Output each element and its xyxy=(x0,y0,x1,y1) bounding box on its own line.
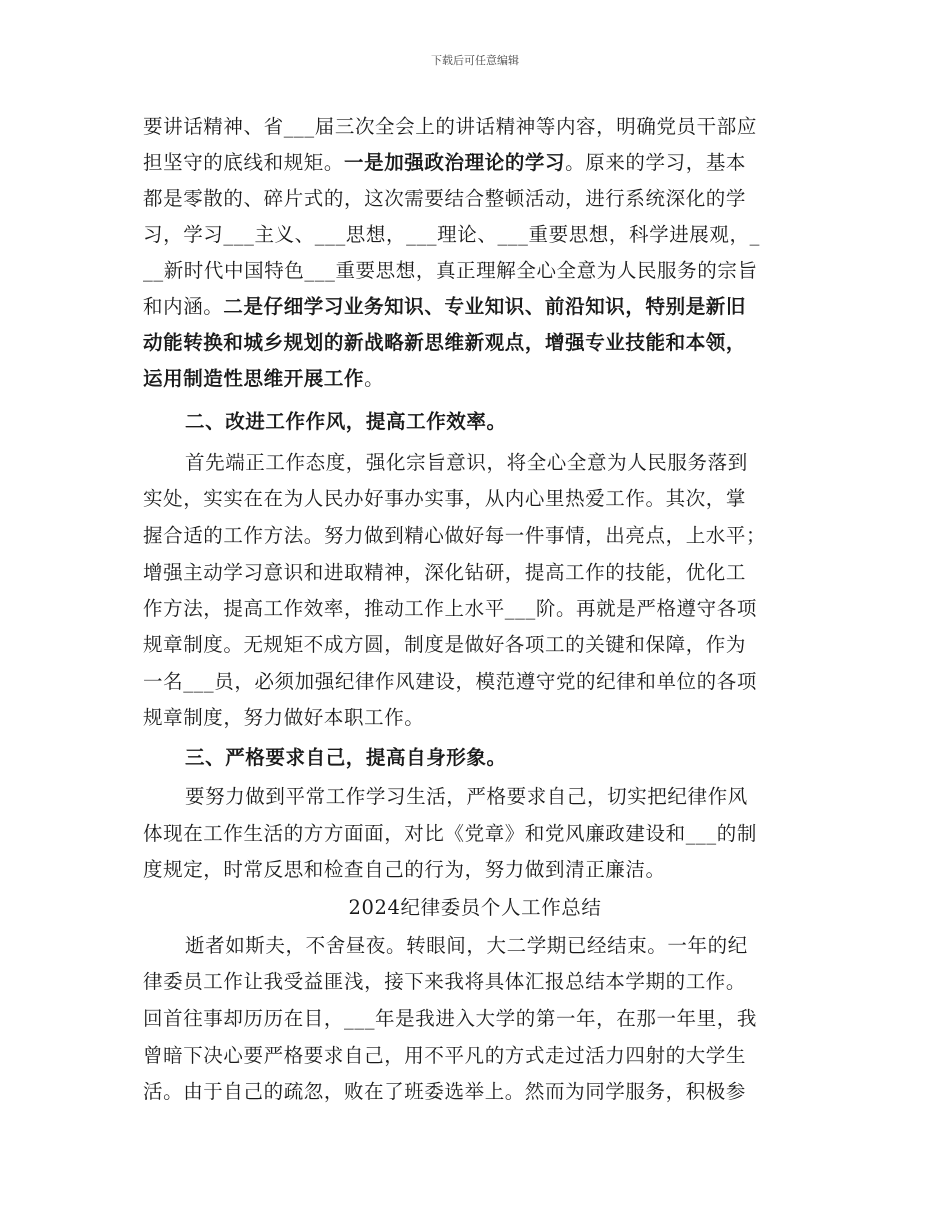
text-line: 度规定，时常反思和检查自己的行为，努力做到清正廉洁。 xyxy=(143,858,666,881)
text-line: 首先端正工作态度，强化宗旨意识，将全心全意为人民服务落到 xyxy=(185,451,748,474)
text-line: 习，学习___主义、___思想，___理论、___重要思想，科学进展观，_ xyxy=(143,223,760,246)
page-header: 下载后可任意编辑 xyxy=(431,54,519,67)
text-line: 都是零散的、碎片式的，这次需要结合整顿活动，进行系统深化的学 xyxy=(143,187,747,210)
text-line: 要讲话精神、省___届三次全会上的讲话精神等内容，明确党员干部应 xyxy=(143,115,757,138)
section-heading: 二、改进工作作风，提高工作效率。 xyxy=(185,410,507,433)
text-line: 和内涵。二是仔细学习业务知识、专业知识、前沿知识，特别是新旧 xyxy=(143,295,747,318)
text-line: 回首往事却历历在目，___年是我进入大学的第一年，在那一年里，我 xyxy=(143,1007,757,1030)
text-line: 要努力做到平常工作学习生活，严格要求自己，切实把纪律作风 xyxy=(185,785,748,808)
text-line: 担坚守的底线和规矩。一是加强政治理论的学习。原来的学习，基本 xyxy=(143,151,747,174)
text-line: 实处，实实在在为人民办好事办实事，从内心里热爱工作。其次，掌 xyxy=(143,487,747,510)
text-line: 曾暗下决心要严格要求自己，用不平凡的方式走过活力四射的大学生 xyxy=(143,1044,747,1067)
text-line: 握合适的工作方法。努力做到精心做好每一件事情，出亮点，上水平； xyxy=(143,524,767,547)
text-line: 活。由于自己的疏忽，败在了班委选举上。然而为同学服务，积极参 xyxy=(143,1080,747,1103)
text-line: 体现在工作生活的方方面面，对比《党章》和党风廉政建设和___的制 xyxy=(143,822,757,845)
text-line: 逝者如斯夫，不舍昼夜。转眼间，大二学期已经结束。一年的纪 xyxy=(185,934,748,957)
text-line: 规章制度。无规矩不成方圆，制度是做好各项工的关键和保障，作为 xyxy=(143,633,747,656)
section-heading: 三、严格要求自己，提高自身形象。 xyxy=(185,746,507,769)
text-line: 一名___员，必须加强纪律作风建设，模范遵守党的纪律和单位的各项 xyxy=(143,670,757,693)
text-line: 增强主动学习意识和进取精神，深化钻研，提高工作的技能，优化工 xyxy=(143,561,747,584)
text-line: __新时代中国特色___重要思想，真正理解全心全意为人民服务的宗旨 xyxy=(143,259,758,282)
text-line: 运用制造性思维开展工作。 xyxy=(143,367,385,390)
document-title: 2024纪律委员个人工作总结 xyxy=(348,896,602,919)
text-line: 作方法，提高工作效率，推动工作上水平___阶。再就是严格遵守各项 xyxy=(143,597,757,620)
text-line: 规章制度，努力做好本职工作。 xyxy=(143,706,425,729)
text-line: 律委员工作让我受益匪浅，接下来我将具体汇报总结本学期的工作。 xyxy=(143,970,747,993)
text-line: 动能转换和城乡规划的新战略新思维新观点，增强专业技能和本领， xyxy=(143,331,747,354)
